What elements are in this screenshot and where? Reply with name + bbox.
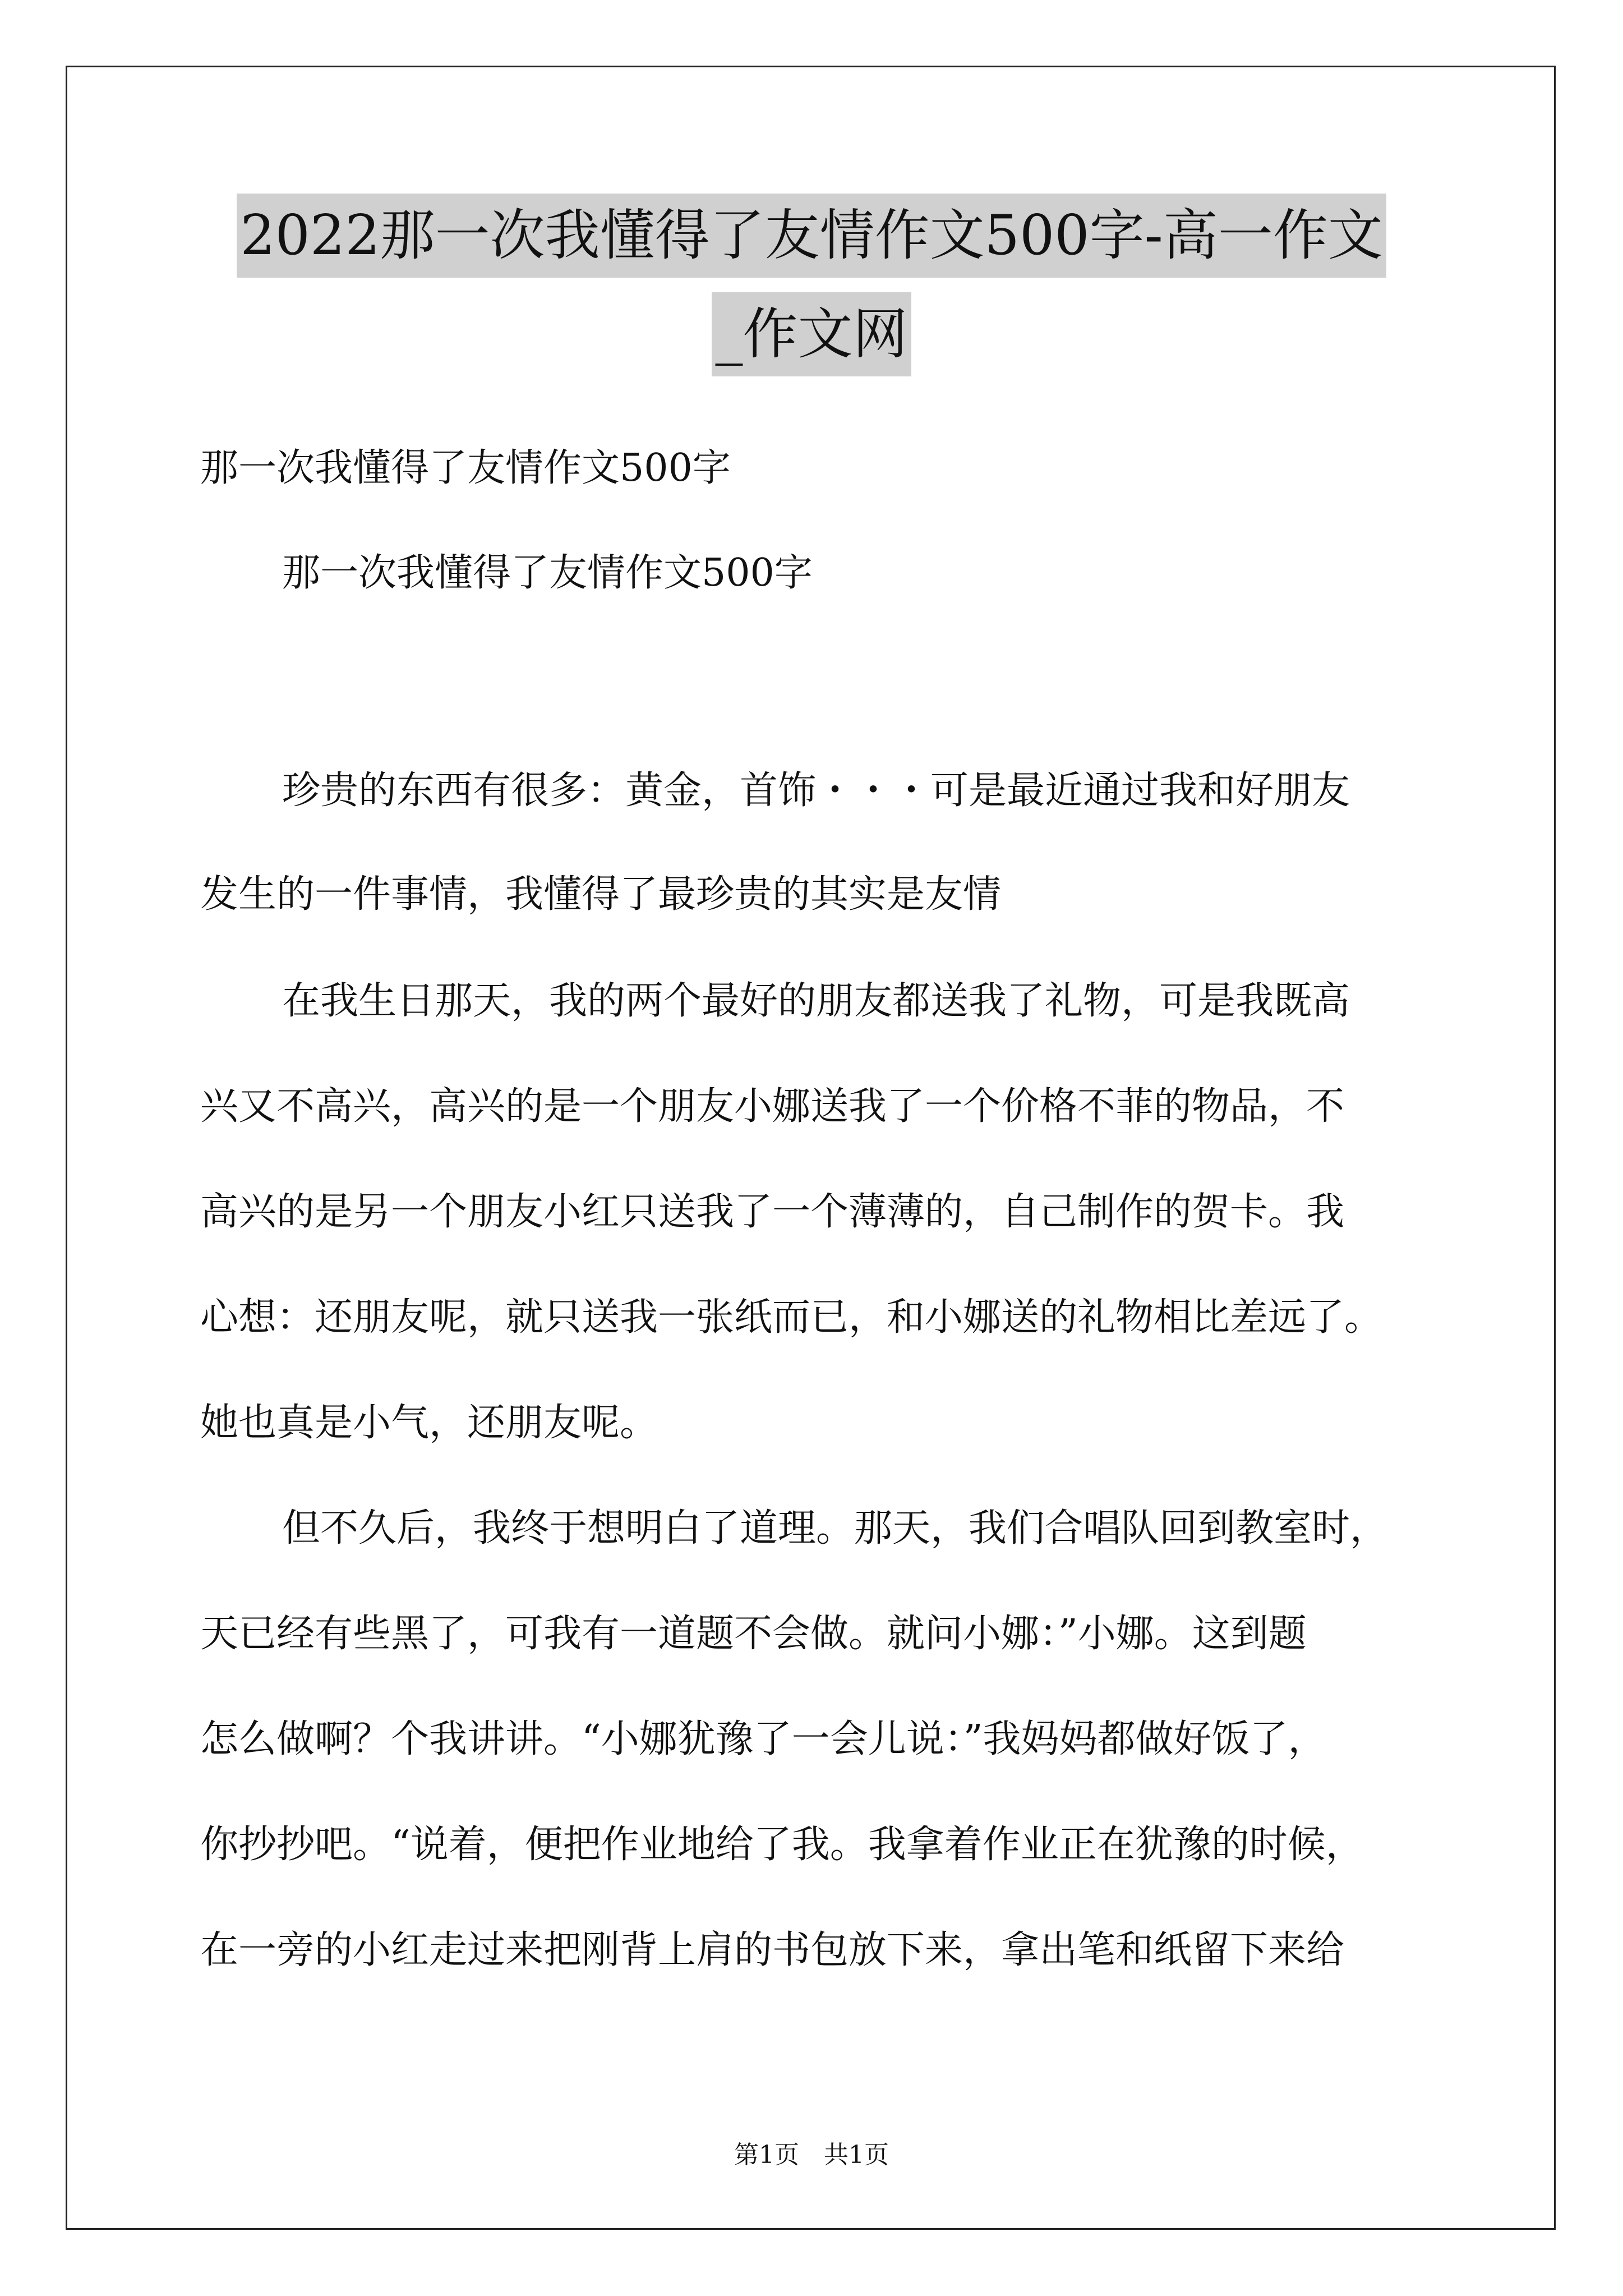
text-line: 兴又不高兴，高兴的是一个朋友小娜送我了一个价格不菲的物品，不 — [200, 1084, 1345, 1129]
text-line: 发生的一件事情，我懂得了最珍贵的其实是友情 — [200, 872, 1002, 917]
text-line: 珍贵的东西有很多：黄金，首饰・・・可是最近通过我和好朋友 — [282, 769, 1350, 813]
subtitle: 那一次我懂得了友情作文500字 — [200, 446, 731, 490]
document-title — [0, 194, 1623, 376]
page-border — [66, 66, 1556, 2230]
title-line-1: 2022那一次我懂得了友情作文500字-高一作文 — [237, 194, 1386, 278]
page-footer: 第1页 共1页 — [734, 2141, 889, 2169]
title-line-2: _作文网 — [712, 292, 911, 376]
subtitle-indented: 那一次我懂得了友情作文500字 — [282, 551, 813, 595]
text-line: 你抄抄吧。“说着，便把作业地给了我。我拿着作业正在犹豫的时候， — [200, 1823, 1364, 1867]
text-line: 天已经有些黑了，可我有一道题不会做。就问小娜：”小娜。这到题 — [200, 1612, 1307, 1656]
text-line: 在我生日那天，我的两个最好的朋友都送我了礼物，可是我既高 — [282, 979, 1350, 1023]
text-line: 心想：还朋友呢，就只送我一张纸而已，和小娜送的礼物相比差远了。 — [200, 1295, 1383, 1340]
text-line: 在一旁的小红走过来把刚背上肩的书包放下来，拿出笔和纸留下来给 — [200, 1928, 1345, 1972]
text-line: 她也真是小气，还朋友呢。 — [200, 1401, 658, 1445]
text-line: 怎么做啊？个我讲讲。“小娜犹豫了一会儿说：”我妈妈都做好饭了， — [200, 1717, 1326, 1761]
text-line: 但不久后，我终于想明白了道理。那天，我们合唱队回到教室时， — [282, 1506, 1389, 1550]
text-line: 高兴的是另一个朋友小红只送我了一个薄薄的，自己制作的贺卡。我 — [200, 1190, 1345, 1234]
